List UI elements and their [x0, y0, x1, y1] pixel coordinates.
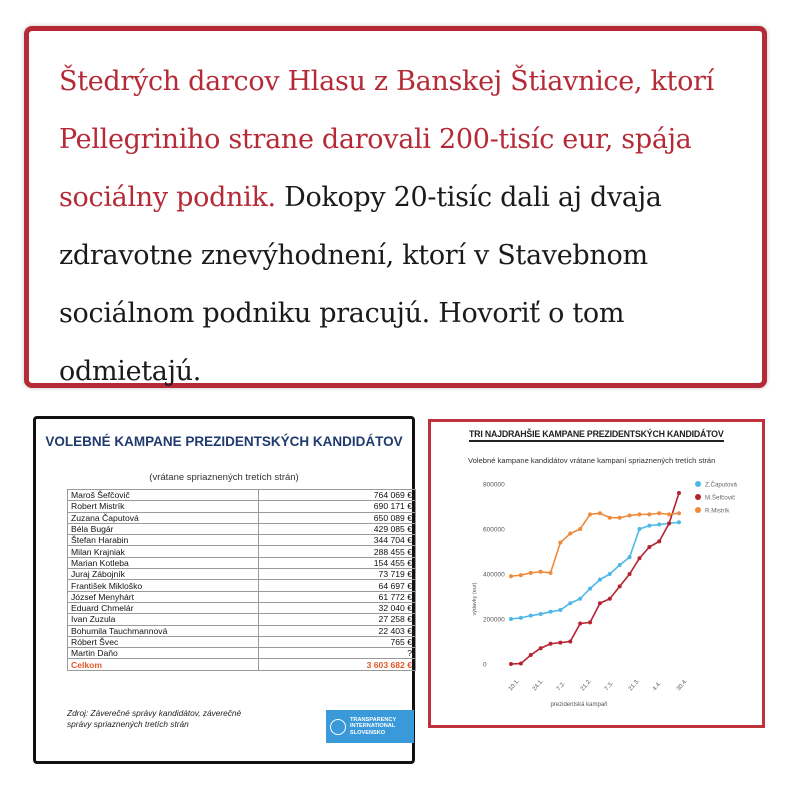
data-point — [509, 662, 513, 666]
campaign-amount: ? — [259, 648, 416, 659]
table-subtitle: (vrátane spriaznených tretích strán) — [149, 472, 299, 483]
data-point — [578, 597, 582, 601]
data-point — [549, 610, 553, 614]
campaign-amount: 690 171 € — [259, 501, 416, 512]
data-point — [539, 612, 543, 616]
candidate-name: Juraj Zábojník — [68, 569, 259, 580]
table-row — [68, 625, 416, 636]
table-row — [68, 535, 416, 546]
data-point — [568, 532, 572, 536]
table-row — [68, 602, 416, 613]
campaign-amount: 288 455 € — [259, 546, 416, 557]
candidate-name: Róbert Švec — [68, 636, 259, 647]
campaign-amount: 429 085 € — [259, 523, 416, 534]
data-point — [529, 614, 533, 618]
logo-text: TRANSPARENCY INTERNATIONAL SLOVENSKO — [350, 716, 397, 736]
candidate-name: Štefan Harabin — [68, 535, 259, 546]
total-amount: 3 603 682 € — [259, 659, 416, 670]
data-point — [657, 511, 661, 515]
data-point — [667, 521, 671, 525]
data-point — [637, 512, 641, 516]
data-point — [588, 512, 592, 516]
table-row — [68, 591, 416, 602]
data-point — [677, 491, 681, 495]
data-point — [519, 662, 523, 666]
table-row — [68, 648, 416, 659]
candidate-name: Béla Bugár — [68, 523, 259, 534]
chart-subtitle: Volebné kampane kandidátov vrátane kampaní spriaznených tretích strán — [468, 456, 716, 465]
table-row — [68, 557, 416, 568]
campaign-amount: 64 697 € — [259, 580, 416, 591]
data-point — [558, 608, 562, 612]
campaign-table-panel — [33, 416, 415, 764]
campaign-amount: 73 719 € — [259, 569, 416, 580]
y-tick-label: 0 — [483, 661, 487, 669]
data-point — [549, 571, 553, 575]
data-point — [618, 516, 622, 520]
x-tick-label: 7.2. — [555, 680, 567, 693]
data-point — [628, 514, 632, 518]
y-tick-label: 600000 — [483, 526, 505, 534]
quote-box — [24, 26, 767, 388]
campaign-amount: 154 455 € — [259, 557, 416, 568]
table-title: VOLEBNÉ KAMPANE PREZIDENTSKÝCH KANDIDÁTOV — [45, 434, 403, 449]
table-row — [68, 501, 416, 512]
data-point — [558, 641, 562, 645]
line-chart — [431, 422, 762, 725]
candidate-name: Eduard Chmelár — [68, 602, 259, 613]
data-point — [657, 523, 661, 527]
data-point — [509, 574, 513, 578]
data-point — [539, 570, 543, 574]
data-point — [647, 524, 651, 528]
data-point — [539, 646, 543, 650]
data-point — [588, 620, 592, 624]
data-point — [519, 616, 523, 620]
data-point — [568, 640, 572, 644]
y-tick-label: 400000 — [483, 571, 505, 579]
legend-marker — [695, 494, 701, 500]
data-point — [598, 578, 602, 582]
data-point — [637, 556, 641, 560]
chart-panel — [428, 419, 765, 728]
y-tick-label: 200000 — [483, 616, 505, 624]
legend-label: Z.Čaputová — [705, 481, 737, 489]
candidate-name: József Menyhárt — [68, 591, 259, 602]
data-point — [588, 587, 592, 591]
x-tick-label: 7.3. — [603, 680, 615, 693]
y-tick-label: 800000 — [483, 481, 505, 489]
candidate-name: Bohumila Tauchmannová — [68, 625, 259, 636]
candidate-name: Ivan Zuzula — [68, 614, 259, 625]
data-point — [509, 617, 513, 621]
campaign-amount: 61 772 € — [259, 591, 416, 602]
quote-text — [59, 53, 749, 401]
campaign-amount: 765 € — [259, 636, 416, 647]
data-point — [568, 601, 572, 605]
data-point — [677, 511, 681, 515]
series-line — [511, 522, 679, 619]
data-point — [608, 597, 612, 601]
data-point — [578, 527, 582, 531]
table-row — [68, 580, 416, 591]
data-point — [667, 512, 671, 516]
transparency-logo — [326, 710, 414, 743]
data-point — [618, 584, 622, 588]
legend-marker — [695, 481, 701, 487]
campaign-amount: 650 089 € — [259, 512, 416, 523]
candidate-name: Robert Mistrík — [68, 501, 259, 512]
candidate-name: Milan Krajniak — [68, 546, 259, 557]
table-row — [68, 569, 416, 580]
x-tick-label: 30.4. — [675, 678, 690, 693]
series-line — [511, 493, 679, 664]
data-point — [578, 622, 582, 626]
data-point — [529, 571, 533, 575]
x-tick-label: 21.3. — [627, 678, 642, 693]
legend-label: R.Mistrík — [705, 507, 730, 515]
data-point — [598, 601, 602, 605]
table-row — [68, 546, 416, 557]
data-point — [647, 545, 651, 549]
candidate-name: František Mikloško — [68, 580, 259, 591]
data-point — [647, 512, 651, 516]
table-row — [68, 523, 416, 534]
data-point — [628, 572, 632, 576]
campaign-amount: 764 069 € — [259, 490, 416, 501]
candidate-name: Marian Kotleba — [68, 557, 259, 568]
table-total-row — [68, 659, 416, 670]
total-label: Celkom — [68, 659, 259, 670]
data-point — [598, 511, 602, 515]
candidate-name: Martin Daňo — [68, 648, 259, 659]
y-axis-label: výdavky (eur) — [472, 582, 478, 616]
campaign-table — [67, 489, 416, 671]
campaign-amount: 27 258 € — [259, 614, 416, 625]
table-row — [68, 512, 416, 523]
campaign-amount: 32 040 € — [259, 602, 416, 613]
candidate-name: Maroš Šefčovič — [68, 490, 259, 501]
data-point — [677, 520, 681, 524]
globe-icon — [330, 719, 346, 735]
x-tick-label: 21.2. — [579, 678, 594, 693]
table-row — [68, 614, 416, 625]
campaign-amount: 22 403 € — [259, 625, 416, 636]
table-row — [68, 490, 416, 501]
x-tick-label: 4.4. — [651, 680, 663, 693]
legend-marker — [695, 507, 701, 513]
x-tick-label: 24.1. — [531, 678, 546, 693]
data-point — [657, 539, 661, 543]
data-point — [558, 541, 562, 545]
table-row — [68, 636, 416, 647]
x-axis-label: prezidentská kampaň — [550, 702, 608, 708]
data-point — [529, 653, 533, 657]
data-point — [519, 573, 523, 577]
legend-label: M.Šefčovič — [705, 494, 736, 502]
campaign-amount: 344 704 € — [259, 535, 416, 546]
quote-rest: Dokopy 20-tisíc dali aj dvaja zdravotne znevýhodnení, ktorí v Stavebnom sociálnom podniku pracujú. Hovoriť o tom odmietajú. — [59, 182, 662, 387]
x-tick-label: 10.1. — [507, 678, 522, 693]
data-point — [637, 527, 641, 531]
quote-highlight: Štedrých darcov Hlasu z Banskej Štiavnice, ktorí Pellegriniho strane darovali 200-tisíc eur, spája sociálny podnik. — [59, 66, 714, 213]
data-point — [549, 642, 553, 646]
data-point — [628, 555, 632, 559]
data-point — [618, 563, 622, 567]
table-source-note: Zdroj: Záverečné správy kandidátov, záverečné správy spriaznených tretích strán — [67, 708, 242, 729]
chart-title: TRI NAJDRAHŠIE KAMPANE PREZIDENTSKÝCH KANDIDÁTOV — [469, 429, 724, 442]
data-point — [608, 516, 612, 520]
candidate-name: Zuzana Čaputová — [68, 512, 259, 523]
data-point — [608, 572, 612, 576]
